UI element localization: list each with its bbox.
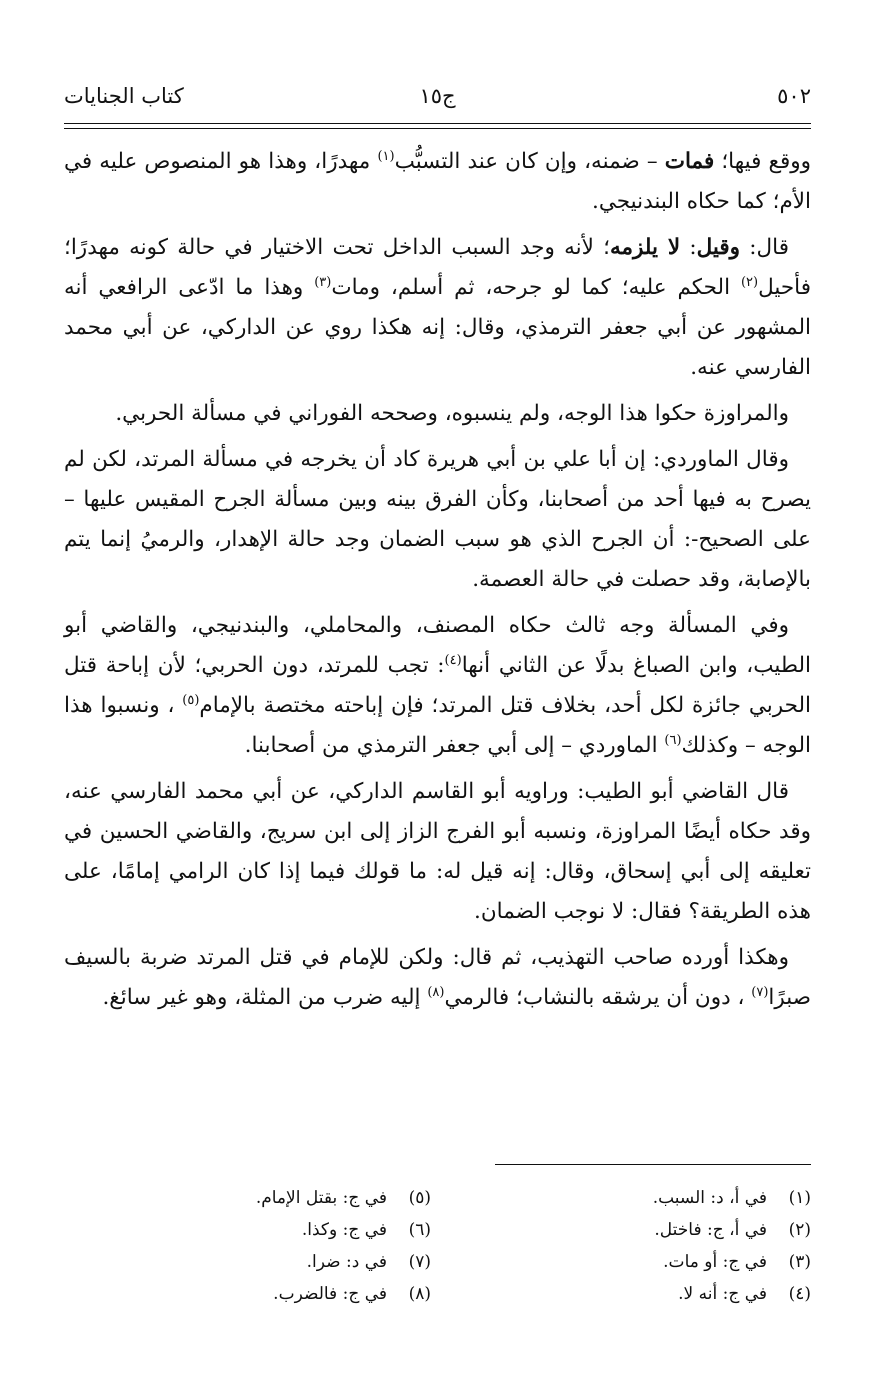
footnote-ref: (٣)	[314, 274, 332, 290]
text-run: قال القاضي أبو الطيب: وراويه أبو القاسم الداركي، عن أبي محمد الفارسي عنه، وقد حكاه أيضًا المراوزة، ونسبه أبو الفرج الزاز إلى ابن سريج، والقاضي الحسين في تعليقه إلى أبي إسحاق، وقال: إنه قيل له: ما قولك فيما إذا كان الرامي إمامًا، على هذه الطريقة؟ فقال: لا نوجب الضمان.	[64, 779, 811, 924]
bold-term: فمات	[664, 149, 715, 174]
footnote-text: في د: ضرا.	[306, 1252, 387, 1272]
paragraph	[64, 142, 811, 222]
footnote-item	[481, 1214, 811, 1246]
footnote-number: (٤)	[788, 1284, 811, 1304]
volume-label: ج١٥	[419, 84, 456, 108]
text-run: – ضمنه، وإن كان عند التسبُّب	[394, 149, 665, 174]
footnotes-column-left	[101, 1182, 431, 1310]
footnote-ref: (٧)	[751, 984, 769, 1000]
footnote-number: (٥)	[408, 1188, 431, 1208]
page-number: ٥٠٢	[777, 84, 811, 108]
text-run: وهكذا أورده صاحب التهذيب، ثم قال: ولكن للإمام في قتل المرتد ضربة بالسيف صبرًا	[64, 945, 811, 1010]
text-run: ؛ لأنه وجد السبب الداخل تحت الاختيار في حالة كونه مهدرًا؛ فأحيل	[64, 235, 811, 300]
footnote-number: (٨)	[408, 1284, 431, 1304]
footnotes-column-right	[481, 1182, 811, 1310]
footnote-ref: (٥)	[182, 692, 200, 708]
footnote-number: (٦)	[408, 1220, 431, 1240]
paragraph	[64, 228, 811, 388]
footnote-item	[481, 1246, 811, 1278]
text-run: ، ونسبوا هذا الوجه – وكذلك	[64, 693, 811, 758]
text-run: إليه ضرب من المثلة، وهو غير سائغ.	[102, 985, 428, 1010]
text-run: وهذا ما ادّعى الرافعي أنه المشهور عن أبي جعفر الترمذي، وقال: إنه هكذا روي عن الداركي، عن أبي محمد الفارسي عنه.	[64, 275, 811, 380]
footnote-ref: (٢)	[740, 274, 759, 290]
text-run: ، دون أن يرشقه بالنشاب؛ فالرمي	[444, 985, 752, 1010]
text-run: ووقع فيها؛	[714, 149, 811, 174]
footnote-text: في ج: أو مات.	[663, 1252, 767, 1272]
footnote-number: (١)	[788, 1188, 811, 1208]
header-rule-thick	[64, 123, 811, 124]
footnote-item	[481, 1182, 811, 1214]
footnote-separator	[495, 1164, 811, 1165]
footnote-text: في ج: وكذا.	[301, 1220, 387, 1240]
text-run: والمراوزة حكوا هذا الوجه، ولم ينسبوه، وصححه الفوراني في مسألة الحربي.	[115, 401, 789, 426]
footnote-ref: (٨)	[427, 984, 445, 1000]
footnote-ref: (١)	[377, 148, 395, 164]
footnote-text: في أ، د: السبب.	[652, 1188, 767, 1208]
paragraph	[64, 938, 811, 1018]
footnote-item	[481, 1278, 811, 1310]
text-run: الماوردي – إلى أبي جعفر الترمذي من أصحابنا.	[244, 733, 665, 758]
text-run: وفي المسألة وجه ثالث حكاه المصنف، والمحاملي، والبندنيجي، والقاضي أبو الطيب، وابن الصباغ بدلًا عن الثاني أنها	[64, 613, 812, 678]
text-run: الحكم عليه؛ كما لو جرحه، ثم أسلم، ومات	[331, 275, 741, 300]
footnote-number: (٧)	[408, 1252, 431, 1272]
book-title: كتاب الجنايات	[64, 84, 184, 108]
text-run: وقال الماوردي: إن أبا علي بن أبي هريرة كاد أن يخرجه في مسألة المرتد، لكن لم يصرح به فيها أحد من أصحابنا، وكأن الفرق بينه وبين مسألة الجرح المقيس عليها – على الصحيح-: أن الجرح الذي هو سبب الضمان وجد حالة الإهدار، والرميُ إنما يتم بالإصابة، وقد حصلت في حالة العصمة.	[64, 447, 811, 592]
footnote-number: (٢)	[788, 1220, 811, 1240]
running-header	[64, 84, 811, 120]
text-run: قال:	[740, 235, 789, 260]
paragraph	[64, 772, 811, 932]
footnote-item	[101, 1246, 431, 1278]
footnote-ref: (٦)	[664, 732, 682, 748]
footnote-text: في ج: بقتل الإمام.	[255, 1188, 387, 1208]
footnote-number: (٣)	[788, 1252, 811, 1272]
footnote-item	[101, 1182, 431, 1214]
paragraph	[64, 440, 811, 600]
footnote-text: في أ، ج: فاختل.	[654, 1220, 767, 1240]
footnote-text: في ج: فالضرب.	[273, 1284, 387, 1304]
bold-term: لا يلزمه	[609, 235, 681, 260]
header-rule-thin	[64, 128, 811, 129]
footnote-text: في ج: أنه لا.	[678, 1284, 767, 1304]
text-run: : تجب للمرتد، دون الحربي؛ لأن إباحة قتل الحربي جائزة لكل أحد، بخلاف قتل المرتد؛ فإن إباحته مختصة بالإمام	[64, 653, 812, 718]
footnote-item	[101, 1214, 431, 1246]
footnote-item	[101, 1278, 431, 1310]
text-run: :	[680, 235, 697, 260]
text-run: مهدرًا، وهذا هو المنصوص عليه في الأم؛ كما حكاه البندنيجي.	[64, 149, 811, 214]
paragraph	[64, 606, 811, 766]
main-text	[64, 142, 811, 1024]
bold-term: وقيل	[696, 235, 741, 260]
footnote-ref: (٤)	[444, 652, 462, 668]
paragraph	[64, 394, 811, 434]
